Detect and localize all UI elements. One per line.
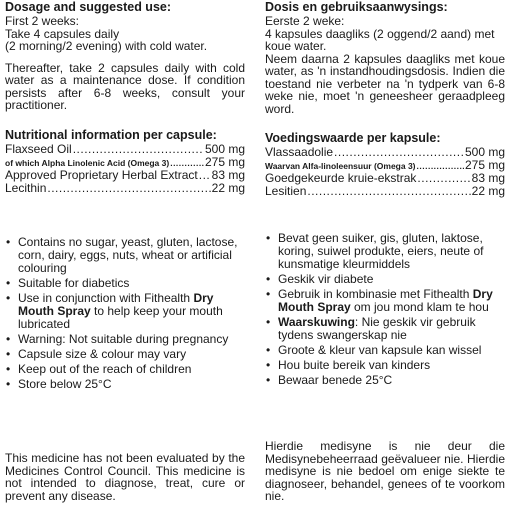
list-item: • Geskik vir diabete [266,272,374,286]
dosage-line: Eerste 2 weke: [265,14,345,28]
bullet-icon: • [6,276,11,290]
dosage-title-af: Dosis en gebruiksaanwysings: [265,0,448,14]
disclaimer-af [265,440,505,503]
bullet-icon: • [266,358,271,372]
bullet-icon: • [6,377,11,391]
disclaimer-text-af: Hierdie medisyne is nie deur die Medisynebeheerraad geëvalueer nie. Hierdie medisyne is nie bedoel om enige siekte te diagnoseer, behandel, genees of te voorkom nie. [265,439,505,503]
nutrition-row: Vlassaadolie ..... 500 mg [265,146,505,159]
dosage-line: Take 4 capsules daily [5,26,120,41]
list-item: • Keep out of the reach of children [6,362,192,376]
disclaimer-text-en: This medicine has not been evaluated by the Medicines Control Council. This medicine is not intended to diagnose, treat, cure or prevent any disease. [5,451,245,503]
nutrition-row: Lecithin ..... 22 mg [5,182,245,195]
nutrition-section-af [265,131,505,197]
list-item: • Gebruik in kombinasie met Fithealth Dry Mouth Spray om jou mond klam te hou [266,287,493,314]
list-item: • Groote & kleur van kapsule kan wissel [266,343,482,357]
nutrition-title-af: Voedingswaarde per kapsule: [265,131,441,145]
list-item: • Contains no sugar, yeast, gluten, lactose, corn, dairy, eggs, nuts, wheat or artificial colouring [6,235,238,275]
dosage-line: (2 morning/2 evening) with cold water. [5,39,208,53]
nutrition-row: Approved Proprietary Herbal Extract ..... 83 mg [5,169,245,182]
nutrition-row: Lesitien ..... 22 mg [265,185,505,198]
bullet-icon: • [266,231,271,245]
list-item: • Bevat geen suiker, gis, gluten, laktose, koring, suiwel produkte, eiers, neute of kunsmatige kleurmiddels [266,231,484,271]
list-item: • Warning: Not suitable during pregnancy [6,332,229,346]
nutrition-row: Flaxseed Oil ..... 500 mg [5,143,245,156]
dosage-paragraph-en: Thereafter, take 2 capsules daily with cold water as a maintenance dose. If condition persists after 6-8 weeks, consult your practitioner. [5,60,245,112]
dosage-section-af [265,0,505,115]
bullet-icon: • [6,291,11,305]
bullet-icon: • [266,315,271,329]
nutrition-title-en: Nutritional information per capsule: [5,128,217,142]
nutrition-section-en [5,128,245,194]
bullet-list-en [5,236,245,393]
dosage-paragraph-af: Neem daarna 2 kapsules daagliks met koue water, as 'n instandhoudingsdosis. Indien die toestand nie verbeter na 'n tydperk van 6-8 weke nie, moet 'n geneesheer geraadpleeg word. [265,51,505,116]
list-item: • Hou buite bereik van kinders [266,358,431,372]
list-item: • Suitable for diabetics [6,276,130,290]
list-item: • Use in conjunction with Fithealth Dry Mouth Spray to help keep your mouth lubricated [6,291,223,331]
bullet-icon: • [266,373,271,387]
dosage-line: First 2 weeks: [5,14,80,28]
dosage-title-en: Dosage and suggested use: [5,0,172,14]
bullet-icon: • [266,287,271,301]
bullet-list-af [265,232,505,389]
disclaimer-en [5,452,245,502]
bullet-icon: • [6,332,11,346]
list-item: • Store below 25°C [6,377,112,391]
bullet-icon: • [6,362,11,376]
nutrition-row: Goedgekeurde kruie-ekstrak ..... 83 mg [265,172,505,185]
bullet-icon: • [266,272,271,286]
nutrition-row: Waarvan Alfa-linoleensuur (Omega 3) ..... 275 mg [265,159,505,173]
bullet-icon: • [266,343,271,357]
list-item: • Bewaar benede 25°C [266,373,393,387]
list-item: • Waarskuwing: Nie geskik vir gebruik tydens swangerskap nie [266,315,476,342]
dosage-line: 4 kapsules daagliks (2 oggend/2 aand) met koue water. [265,26,495,53]
bullet-icon: • [6,347,11,361]
list-item: • Capsule size & colour may vary [6,347,187,361]
nutrition-row: of which Alpha Linolenic Acid (Omega 3) ..... 275 mg [5,156,245,170]
dosage-section-en [5,0,245,112]
bullet-icon: • [6,235,11,249]
